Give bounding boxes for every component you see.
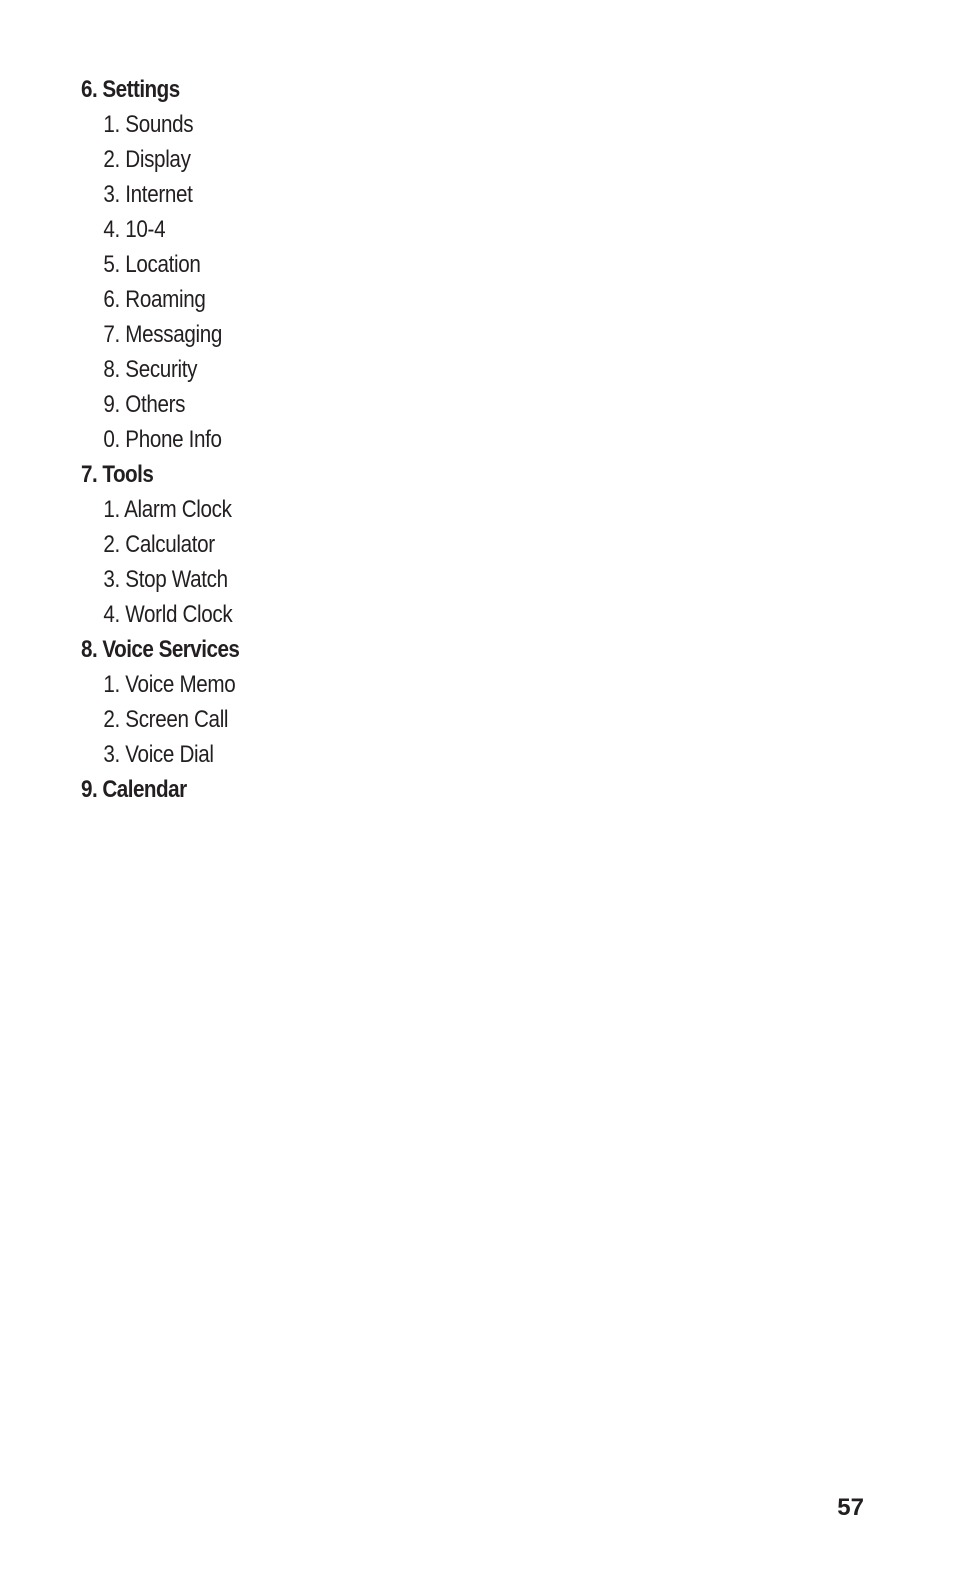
submenu-item: 6. Roaming: [103, 286, 206, 313]
submenu-list: [81, 107, 265, 457]
submenu-item: 1. Alarm Clock: [103, 496, 232, 523]
submenu-item: 5. Location: [103, 251, 201, 278]
submenu-item: 9. Others: [103, 391, 186, 418]
menu-section-tools: [81, 457, 265, 632]
submenu-item: 3. Internet: [103, 181, 193, 208]
menu-section-calendar: [81, 772, 265, 807]
submenu-item: 2. Calculator: [103, 531, 215, 558]
submenu-list: [81, 667, 265, 772]
section-title: 6. Settings: [81, 76, 180, 103]
menu-section-voice-services: [81, 632, 265, 772]
submenu-item: 2. Display: [103, 146, 191, 173]
submenu-item: 1. Sounds: [103, 111, 194, 138]
submenu-item: 4. World Clock: [103, 601, 233, 628]
menu-outline: [81, 72, 265, 807]
submenu-item: 8. Security: [103, 356, 198, 383]
submenu-item: 4. 10-4: [103, 216, 166, 243]
section-title: 9. Calendar: [81, 776, 187, 803]
section-title: 8. Voice Services: [81, 636, 240, 663]
submenu-item: 1. Voice Memo: [103, 671, 236, 698]
menu-section-settings: [81, 72, 265, 457]
submenu-item: 7. Messaging: [103, 321, 222, 348]
submenu-item: 3. Voice Dial: [103, 741, 214, 768]
section-title: 7. Tools: [81, 461, 154, 488]
submenu-list: [81, 492, 265, 632]
page-number: 57: [837, 1494, 864, 1521]
submenu-item: 3. Stop Watch: [103, 566, 228, 593]
submenu-item: 0. Phone Info: [103, 426, 222, 453]
submenu-item: 2. Screen Call: [103, 706, 229, 733]
